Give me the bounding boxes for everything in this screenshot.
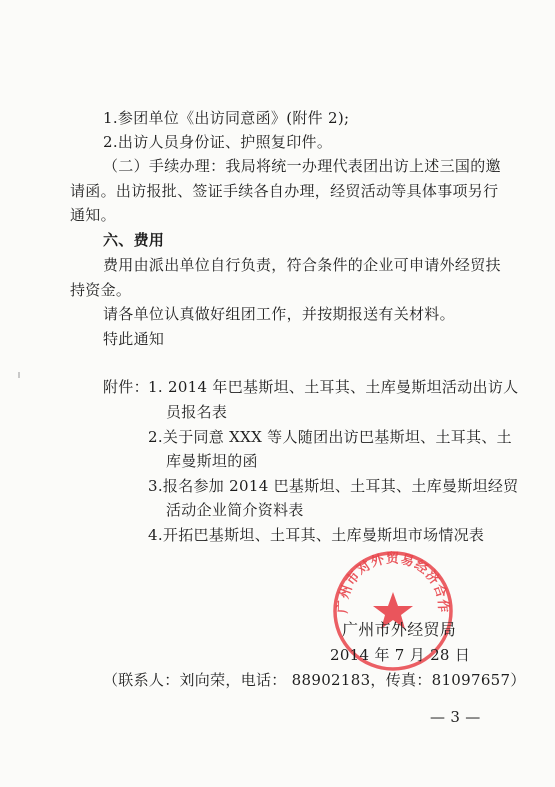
issue-date: 2014 年 7 月 28 日: [330, 646, 471, 664]
svg-text:广州市对外贸易经济合作: 广州市对外贸易经济合作: [335, 551, 451, 614]
attachment-3-line-1: 3.报名参加 2014 巴基斯坦、土耳其、土库曼斯坦经贸: [148, 477, 519, 495]
attachment-1-line-1: 1. 2014 年巴基斯坦、土耳其、土库曼斯坦活动出访人: [148, 378, 519, 396]
item-2: 2.出访人员身份证、护照复印件。: [103, 133, 333, 151]
attachment-4: 4.开拓巴基斯坦、土耳其、土库曼斯坦市场情况表: [148, 526, 485, 544]
attachment-3-line-2: 活动企业简介资料表: [166, 501, 304, 519]
procedure-line-1: （二）手续办理：我局将统一办理代表团出访上述三国的邀: [103, 157, 501, 175]
fees-line-1: 费用由派出单位自行负责，符合条件的企业可申请外经贸扶: [103, 256, 501, 274]
procedure-line-3: 通知。: [70, 206, 116, 224]
attachment-2-line-1: 2.关于同意 XXX 等人随团出访巴基斯坦、土耳其、土: [148, 428, 512, 446]
attachment-2-line-2: 库曼斯坦的函: [166, 452, 258, 470]
attachment-1-line-2: 员报名表: [166, 403, 228, 421]
page-number: — 3 —: [430, 708, 481, 726]
item-1: 1.参团单位《出访同意函》(附件 2);: [103, 109, 350, 127]
notice-line: 特此通知: [103, 330, 165, 348]
request-line: 请各单位认真做好组团工作，并按期报送有关材料。: [103, 305, 455, 323]
procedure-line-2: 请函。出访报批、签证手续各自办理，经贸活动等具体事项另行: [70, 182, 499, 200]
attachments-label: 附件：: [103, 378, 149, 396]
issuer-name: 广州市外经贸局: [342, 620, 457, 639]
section-heading-fees: 六、费用: [103, 231, 165, 249]
contact-info: （联系人：刘向荣，电话： 88902183，传真：81097657）: [103, 671, 526, 689]
scan-mark: [18, 372, 20, 378]
fees-line-2: 持资金。: [70, 281, 132, 299]
